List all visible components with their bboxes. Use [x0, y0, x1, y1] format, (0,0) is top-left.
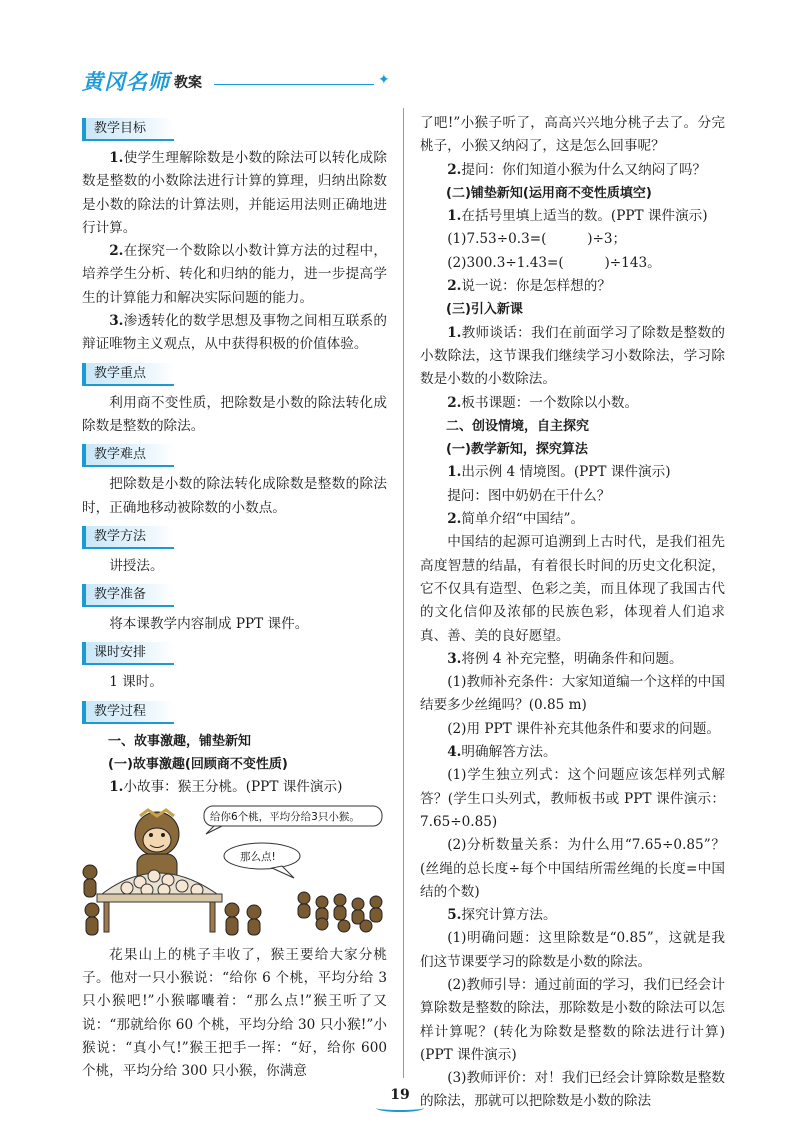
page-header: [82, 66, 390, 96]
example-number: 1.: [447, 464, 462, 481]
say-item: [420, 275, 725, 298]
goal-2-text: 在探究一个数除以小数计算方法的过程中，培养学生分析、转化和归纳的能力，进一步提高学生的计算能力和解决实际问题的能力。: [82, 243, 387, 306]
question-item: [420, 159, 725, 182]
story-number: 1.: [109, 779, 124, 796]
explore-number: 5.: [447, 907, 462, 924]
explore-step-1: (1)明确问题：这里除数是“0.85”，这就是我们这节课要学习的除数是小数的除法。: [420, 930, 725, 970]
talk-text: 教师谈话：我们在前面学习了除数是整数的小数除法，这节课我们继续学习小数除法，学习除数是小数的小数除法。: [420, 324, 725, 388]
say-text: 说一说：你是怎样想的？: [461, 278, 611, 295]
goal-1-number: 1.: [109, 150, 124, 166]
question-text: 提问：你们知道小猴为什么又纳闷了吗？: [461, 161, 707, 178]
column-divider: [403, 108, 404, 1078]
section-teaching-process: 教学过程: [82, 701, 174, 724]
goal-1-text: 使学生理解除数是小数的除法可以转化成除数是整数的小数除法进行计算的算理，归纳出除数是小数的除法的计算法则，并能运用法则正确地进行计算。: [82, 150, 387, 236]
fill-text: 在括号里填上适当的数。(PPT 课件演示): [461, 208, 708, 225]
explore-item: [420, 904, 725, 927]
topic-number: 2.: [447, 394, 462, 411]
header-rule: [214, 84, 374, 85]
part-1-subheading: (一)故事激趣(回顾商不变性质): [108, 757, 288, 773]
story-text: 花果山上的桃子丰收了，猴王要给大家分桃子。他对一只小猴说：“给你 6 个桃，平均分给 3 只小猴吧!”小猴嘟囔着：“那么点!”猴王听了又说：“那就给你 60 个桃，平均分给 30 只小猴!”小猴说：“真小气!”猴王把手一挥：“好，给你 600 个桃，平均分给 300 只小猴，你满意: [82, 946, 387, 1080]
speech-bubble-king-text: 给你6个桃，平均分给3只小猴。: [210, 810, 360, 823]
part-1-heading: 一、故事激趣，铺垫新知: [108, 733, 252, 749]
table-icon: [97, 894, 222, 932]
say-number: 2.: [447, 278, 462, 295]
right-column: [420, 112, 725, 1114]
goal-3-text: 渗透转化的数学思想及事物之间相互联系的辩证唯物主义观点，从中获得积极的价值体验。: [82, 313, 387, 353]
story-intro-text: 小故事：猴王分桃。(PPT 课件演示): [123, 779, 343, 796]
left-column: [82, 112, 387, 1083]
part-c-heading: (三)引入新课: [446, 302, 523, 318]
knot-description: 中国结的起源可追溯到上古时代，是我们祖先高度智慧的结晶，有着很长时间的历史文化积淀，它不仅具有造型、色彩之美，而且体现了我国古代的文化信仰及浓郁的民族色彩，体现着人们追求真、善、美的良好愿望。: [420, 534, 725, 644]
method-text: 明确解答方法。: [461, 744, 557, 761]
complete-number: 3.: [447, 650, 462, 667]
monkey-scene-svg: [82, 802, 387, 940]
knot-item: [420, 508, 725, 531]
fill-number: 1.: [447, 208, 462, 225]
sparkle-icon: ✦: [378, 72, 390, 88]
knot-text: 简单介绍“中国结”。: [461, 511, 585, 528]
page-number-ornament: [376, 1104, 424, 1112]
topic-item: [420, 392, 725, 415]
section-class-hours: 课时安排: [82, 642, 174, 665]
difficulties-text: 把除数是小数的除法转化成除数是整数的除法时，正确地移动被除数的小数点。: [82, 476, 387, 516]
explore-step-2: (2)教师引导：通过前面的学习，我们已经会计算除数是整数的除法，那除数是小数的除法可以怎样计算呢？(转化为除数是整数的除法进行计算)(PPT 课件演示): [420, 976, 725, 1063]
goal-2: [82, 240, 387, 310]
complete-text: 将例 4 补充完整，明确条件和问题。: [461, 650, 683, 667]
method-item: [420, 741, 725, 764]
talk-number: 1.: [447, 324, 462, 341]
speech-bubble-monkey-text: 那么点!: [240, 850, 276, 863]
example-item: [420, 461, 725, 484]
explore-step-3: (3)教师评价：对！我们已经会计算除数是整数的除法，那就可以把除数是小数的除法: [420, 1070, 725, 1110]
section-preparation: 教学准备: [82, 584, 174, 607]
brand-logo: 黄冈名师: [82, 70, 170, 94]
preparation-text: 将本课教学内容制成 PPT 课件。: [109, 616, 309, 633]
question-number: 2.: [447, 161, 462, 178]
topic-text: 板书课题：一个数除以小数。: [461, 394, 639, 411]
goal-3-number: 3.: [109, 313, 124, 330]
example-question: 提问：图中奶奶在干什么？: [447, 487, 611, 504]
monkey-king-illustration: [82, 802, 387, 940]
class-hours-text: 1 课时。: [109, 674, 163, 691]
part-2-heading: 二、创设情境，自主探究: [446, 418, 590, 434]
example-text: 出示例 4 情境图。(PPT 课件演示): [461, 464, 671, 481]
fill-exercise-1: (1)7.53÷0.3=( )÷3；: [447, 231, 627, 248]
story-intro: [82, 776, 387, 799]
story-continued: 了吧!”小猴子听了，高高兴兴地分桃子去了。分完桃子，小猴又纳闷了，这是怎么回事呢？: [420, 115, 725, 155]
method-number: 4.: [447, 744, 462, 761]
complete-item: [420, 648, 725, 671]
section-teaching-method: 教学方法: [82, 526, 174, 549]
page-number: 19: [390, 1087, 410, 1103]
talk-item: [420, 322, 725, 392]
key-points-text: 利用商不变性质，把除数是小数的除法转化成除数是整数的除法。: [82, 394, 387, 434]
goal-3: [82, 310, 387, 357]
fill-exercise-2: (2)300.3÷1.43=( )÷143。: [447, 254, 661, 271]
goal-2-number: 2.: [109, 243, 124, 260]
part-b-heading: (二)铺垫新知(运用商不变性质填空): [446, 185, 652, 201]
method-step-1: (1)学生独立列式：这个问题应该怎样列式解答？(学生口头列式，教师板书或 PPT 课件演示：7.65÷0.85): [420, 767, 725, 830]
complete-step-2: (2)用 PPT 课件补充其他条件和要求的问题。: [447, 720, 720, 737]
fill-item: [420, 205, 725, 228]
section-teaching-goals: 教学目标: [82, 118, 174, 141]
brand-subtitle: 教案: [174, 75, 202, 91]
complete-step-1: (1)教师补充条件：大家知道编一个这样的中国结要多少丝绳吗？(0.85 m): [420, 674, 725, 714]
method-step-2: (2)分析数量关系：为什么用“7.65÷0.85”？(丝绳的总长度÷每个中国结所需丝绳的长度=中国结的个数): [420, 837, 725, 900]
peach-pile-icon: [102, 870, 217, 896]
section-key-points: 教学重点: [82, 363, 174, 386]
teaching-method-text: 讲授法。: [109, 557, 164, 574]
explore-text: 探究计算方法。: [461, 907, 557, 924]
part-2-subheading: (一)教学新知，探究算法: [446, 442, 588, 458]
knot-number: 2.: [447, 511, 462, 528]
goal-1: [82, 147, 387, 240]
section-difficulties: 教学难点: [82, 444, 174, 467]
